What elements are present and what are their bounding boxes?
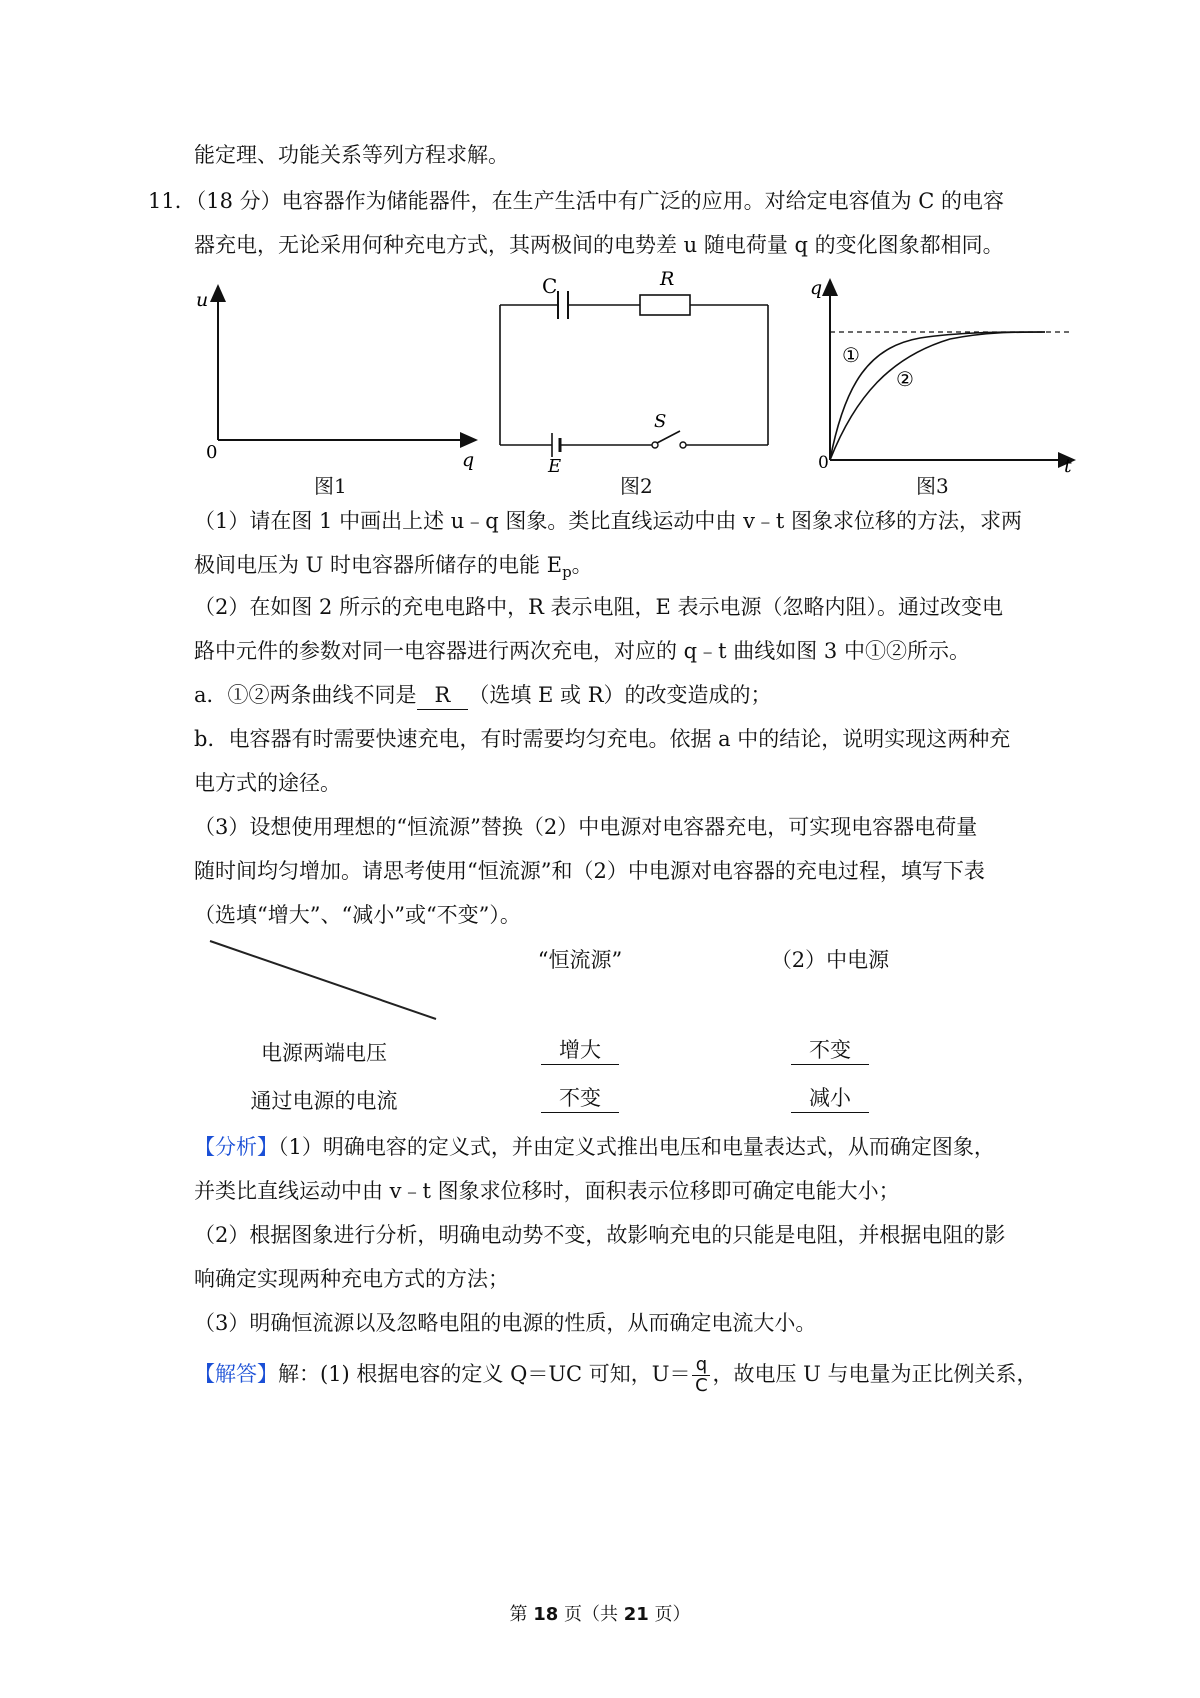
curve-2: [830, 332, 1045, 460]
analysis-text: 响确定实现两种充电方式的方法；: [194, 1267, 509, 1291]
part-3-text: 随时间均匀增加。请思考使用“恒流源”和（2）中电源对电容器的充电过程，填写下表: [194, 859, 985, 883]
answer-text: 【解答】解：(1) 根据电容的定义 Q＝UC 可知，U＝ $\frac{q}{C}$ ，故电压 U 与电量为正比例关系，: [194, 1354, 1038, 1396]
figure-2-caption: 图2: [620, 474, 653, 498]
table-col-header: （2）中电源: [770, 948, 890, 972]
analysis-text: （3）明确恒流源以及忽略电阻的电源的性质，从而确定电流大小。: [194, 1311, 817, 1335]
resistor: [640, 295, 690, 315]
origin-label: 0: [206, 442, 218, 463]
question-title: 11．（18 分）电容器作为储能器件，在生产生活中有广泛的应用。对给定电容值为 C 的电容: [148, 189, 1005, 213]
y-axis-label: q: [810, 277, 823, 299]
table-col-header: “恒流源”: [537, 948, 623, 972]
analysis-text: 并类比直线运动中由 v﹣t 图象求位移时，面积表示位移即可确定电能大小；: [194, 1179, 900, 1203]
table-row-label: 电源两端电压: [261, 1041, 387, 1065]
part-1-text: （1）请在图 1 中画出上述 u﹣q 图象。类比直线运动中由 v﹣t 图象求位移的方法，求两: [194, 509, 1023, 533]
x-axis-label: q: [462, 449, 475, 471]
curve-1: [830, 332, 1045, 460]
source-label: E: [548, 456, 562, 475]
answer-blank: R: [417, 681, 469, 710]
page-number: 18: [533, 1604, 559, 1625]
figure-3-qt-curves: [800, 272, 1090, 482]
capacitor-label: C: [542, 274, 558, 298]
figure-2-circuit: [490, 265, 780, 475]
text-line: 器充电，无论采用何种充电方式，其两极间的电势差 u 随电荷量 q 的变化图象都相同。: [194, 233, 1004, 257]
figure-1-caption: 图1: [314, 474, 347, 498]
table-cell: 减小: [740, 1084, 920, 1113]
x-axis-label: t: [1064, 455, 1072, 477]
table-cell: 增大: [500, 1036, 660, 1065]
figure-1-ux-axes: [188, 280, 488, 480]
table-cell: 不变: [740, 1036, 920, 1065]
resistor-label: R: [660, 268, 675, 290]
y-axis-label: u: [196, 289, 209, 311]
analysis-text: （2）根据图象进行分析，明确电动势不变，故影响充电的只能是电阻，并根据电阻的影: [194, 1223, 1006, 1247]
analysis-text: 【分析】（1）明确电容的定义式，并由定义式推出电压和电量表达式，从而确定图象，: [194, 1135, 995, 1159]
part-3-text: （3）设想使用理想的“恒流源”替换（2）中电源对电容器充电，可实现电容器电荷量: [194, 815, 978, 839]
part-2-text: （2）在如图 2 所示的充电电路中，R 表示电阻，E 表示电源（忽略内阻）。通过改变电: [194, 595, 1004, 619]
part-b-text: 电方式的途径。: [194, 771, 341, 795]
figure-3-caption: 图3: [916, 474, 949, 498]
switch-label: S: [654, 411, 667, 432]
analysis-tag: 【分析】: [194, 1135, 278, 1159]
switch-lever: [657, 431, 680, 443]
table-diagonal-header: [200, 935, 450, 1025]
table-row-label: 通过电源的电流: [250, 1089, 398, 1113]
text-line: 能定理、功能关系等列方程求解。: [194, 143, 509, 167]
fraction: $\frac{q}{C}$: [692, 1356, 710, 1395]
table-cell: 不变: [500, 1084, 660, 1113]
origin-label: 0: [818, 453, 829, 473]
answer-tag: 【解答】: [194, 1362, 278, 1386]
part-3-text: （选填“增大”、“减小”或“不变”）。: [194, 903, 521, 927]
part-a-text: a．①②两条曲线不同是 R （选填 E 或 R）的改变造成的；: [194, 680, 772, 710]
curve-1-label: ①: [842, 343, 860, 367]
part-1-text: 极间电压为 U 时电容器所储存的电能 $E_p$。: [194, 553, 593, 581]
part-2-text: 路中元件的参数对同一电容器进行两次充电，对应的 q﹣t 曲线如图 3 中①②所示。: [194, 639, 970, 663]
page-footer: 第 18 页（共 21 页）: [509, 1604, 691, 1625]
page-total: 21: [623, 1604, 649, 1625]
curve-2-label: ②: [896, 367, 914, 391]
part-b-text: b．电容器有时需要快速充电，有时需要均匀充电。依据 a 中的结论，说明实现这两种充: [194, 727, 1011, 751]
